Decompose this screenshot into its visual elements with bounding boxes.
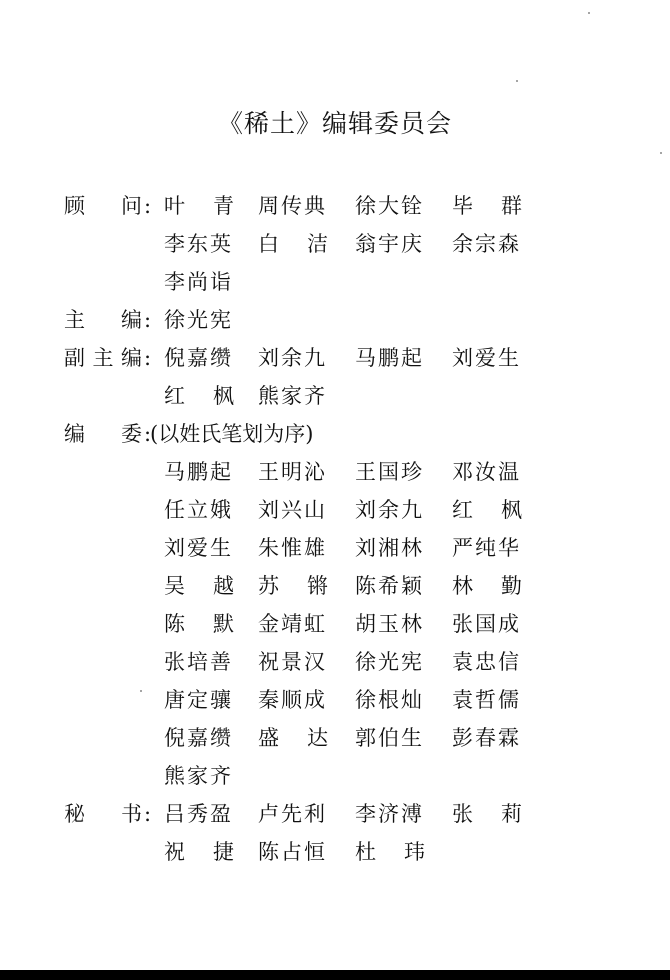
page-title: 《稀土》编辑委员会 (217, 109, 452, 138)
advisor-name: 李东英 (164, 232, 233, 256)
scan-speck (516, 80, 518, 82)
committee-member-name: 邓汝温 (452, 460, 521, 484)
committee-order-note: (以姓氏笔划为序) (150, 422, 314, 446)
advisor-name: 翁宇庆 (355, 232, 424, 256)
committee-member-name: 王国珍 (355, 460, 424, 484)
secretary-name: 张 莉 (452, 802, 522, 826)
committee-member-name: 袁忠信 (452, 650, 521, 674)
committee-member-name: 徐根灿 (355, 688, 424, 712)
committee-member-name: 倪嘉缵 (164, 726, 233, 750)
committee-member-name: 刘余九 (355, 498, 424, 522)
editor-in-chief-name: 徐光宪 (164, 308, 233, 332)
scan-speck (140, 690, 142, 692)
committee-member-name: 徐光宪 (355, 650, 424, 674)
secretary-name: 杜 玮 (355, 840, 425, 864)
committee-member-name: 袁哲儒 (452, 688, 521, 712)
secretary-name: 陈占恒 (258, 840, 327, 864)
secretary-name: 吕秀盈 (164, 802, 233, 826)
committee-member-name: 红 枫 (452, 498, 522, 522)
secretaries-label: 秘 书 (64, 802, 142, 826)
committee-label: 编 委 (64, 422, 142, 446)
section-label-editor-in-chief: 主 编: (64, 308, 152, 332)
committee-member-name: 胡玉林 (355, 612, 424, 636)
advisor-name: 周传典 (258, 194, 327, 218)
section-label-secretaries: 秘 书: (64, 802, 152, 826)
committee-member-name: 严纯华 (452, 536, 521, 560)
committee-member-name: 张培善 (164, 650, 233, 674)
committee-member-name: 朱惟雄 (258, 536, 327, 560)
section-label-committee: 编 委: (64, 422, 152, 446)
committee-member-name: 王明沁 (258, 460, 327, 484)
advisor-name: 徐大铨 (355, 194, 424, 218)
secretary-name: 李济溥 (355, 802, 424, 826)
committee-member-name: 金靖虹 (258, 612, 327, 636)
scan-speck (660, 152, 662, 154)
deputy-editor-name: 刘爱生 (452, 346, 521, 370)
committee-member-name: 陈希颖 (355, 574, 424, 598)
committee-member-name: 刘兴山 (258, 498, 327, 522)
committee-member-name: 吴 越 (164, 574, 234, 598)
advisor-name: 李尚诣 (164, 270, 233, 294)
committee-member-name: 彭春霖 (452, 726, 521, 750)
committee-member-name: 盛 达 (258, 726, 328, 750)
deputy-editor-name: 红 枫 (164, 384, 234, 408)
secretary-name: 卢先利 (258, 802, 327, 826)
committee-member-name: 郭伯生 (355, 726, 424, 750)
committee-member-name: 任立娥 (164, 498, 233, 522)
editor-in-chief-label: 主 编 (64, 308, 142, 332)
section-label-advisors: 顾 问: (64, 194, 152, 218)
committee-member-name: 林 勤 (452, 574, 522, 598)
committee-member-name: 张国成 (452, 612, 521, 636)
advisor-name: 白 洁 (258, 232, 328, 256)
advisor-name: 余宗森 (452, 232, 521, 256)
advisors-label: 顾 问 (64, 194, 142, 218)
committee-member-name: 秦顺成 (258, 688, 327, 712)
committee-member-name: 刘爱生 (164, 536, 233, 560)
scan-speck (588, 12, 590, 14)
committee-member-name: 陈 默 (164, 612, 234, 636)
committee-member-name: 苏 锵 (258, 574, 328, 598)
scan-bottom-edge (0, 970, 670, 980)
deputy-editor-name: 倪嘉缵 (164, 346, 233, 370)
committee-member-name: 唐定骧 (164, 688, 233, 712)
secretary-name: 祝 捷 (164, 840, 234, 864)
committee-member-name: 马鹏起 (164, 460, 233, 484)
deputy-editors-label: 副主编 (64, 346, 142, 370)
committee-member-name: 刘湘林 (355, 536, 424, 560)
committee-member-name: 祝景汉 (258, 650, 327, 674)
deputy-editor-name: 熊家齐 (258, 384, 327, 408)
deputy-editor-name: 刘余九 (258, 346, 327, 370)
advisor-name: 毕 群 (452, 194, 522, 218)
section-label-deputy-editors: 副主编: (64, 346, 152, 370)
deputy-editor-name: 马鹏起 (355, 346, 424, 370)
advisor-name: 叶 青 (164, 194, 234, 218)
committee-member-name: 熊家齐 (164, 764, 233, 788)
